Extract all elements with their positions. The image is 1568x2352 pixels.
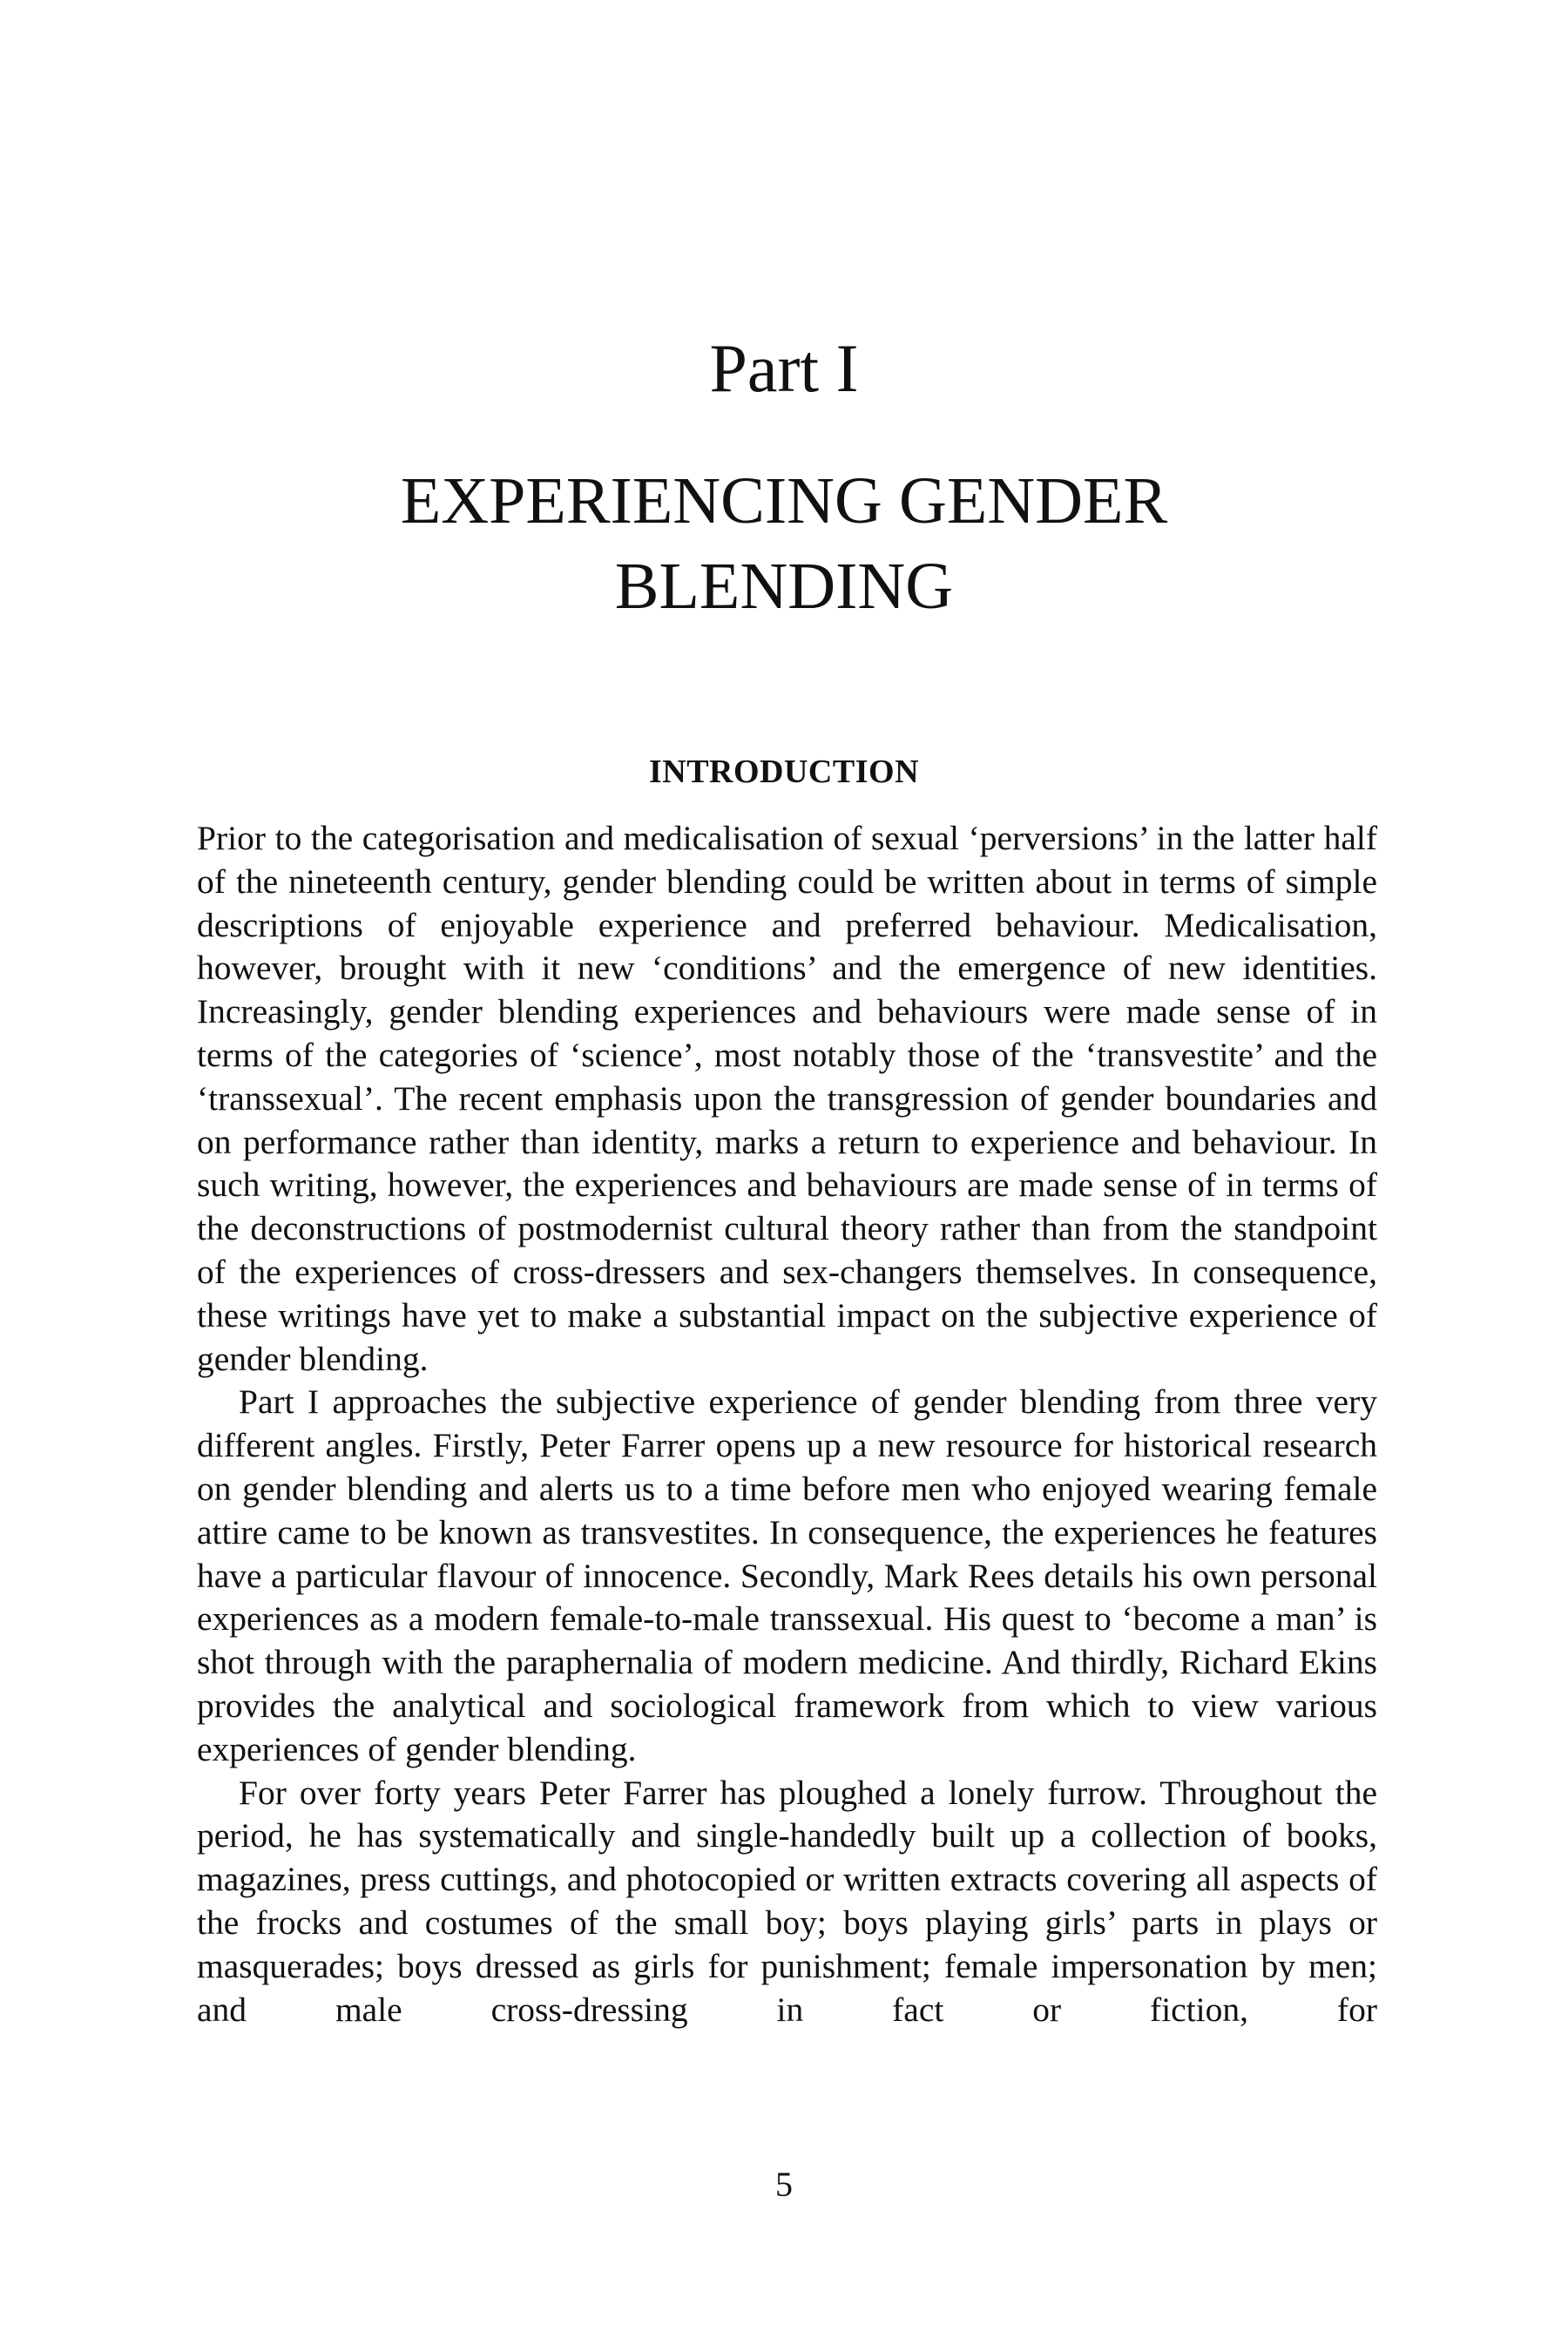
part-title [0,458,1568,629]
part-title-line-1: EXPERIENCING GENDER [400,464,1168,537]
paragraph: Prior to the categorisation and medicalisation of sexual ‘perversions’ in the latter half of the nineteenth century, gender blending could be written about in terms of simple descriptions of enjoyable experience and preferred behaviour. Medicalisation, however, brought with it new ‘conditions’ and the emergence of new identities. Increasingly, gender blending experiences and behaviours were made sense of in terms of the categories of ‘science’, most notably those of the ‘transvestite’ and the ‘transsexual’. The recent emphasis upon the transgression of gender boundaries and on performance rather than identity, marks a return to experience and behaviour. In such writing, however, the experiences and behaviours are made sense of in terms of the deconstructions of postmodernist cultural theory rather than from the standpoint of the experiences of cross-dressers and sex-changers themselves. In consequence, these writings have yet to make a substantial impact on the subjective experience of gender blending. [197,819,1377,1378]
part-label: Part I [709,330,859,406]
page-number: 5 [775,2165,793,2204]
body-text [197,817,1377,2031]
paragraph: Part I approaches the subjective experience of gender blending from three very different angles. Firstly, Peter Farrer opens up a new resource for historical research on gender blending and alerts us to a time before men who enjoyed wearing female attire came to be known as transvestites. In consequence, the experiences he features have a particular flavour of innocence. Secondly, Mark Rees details his own personal experiences as a modern female-to-male transsexual. His quest to ‘become a man’ is shot through with the paraphernalia of modern medicine. And thirdly, Richard Ekins provides the analytical and sociological framework from which to view various experiences of gender blending. [197,1382,1377,1768]
section-heading: INTRODUCTION [648,754,920,790]
paragraph: For over forty years Peter Farrer has ploughed a lonely furrow. Throughout the period, he has systematically and single-handedly built up a collection of books, magazines, press cuttings, and photocopied or written extracts covering all aspects of the frocks and costumes of the small boy; boys playing girls’ parts in plays or masquerades; boys dressed as girls for punishment; female impersonation by men; and male cross-dressing in fact or fiction, for [197,1773,1377,2029]
part-title-line-2: BLENDING [614,550,954,623]
